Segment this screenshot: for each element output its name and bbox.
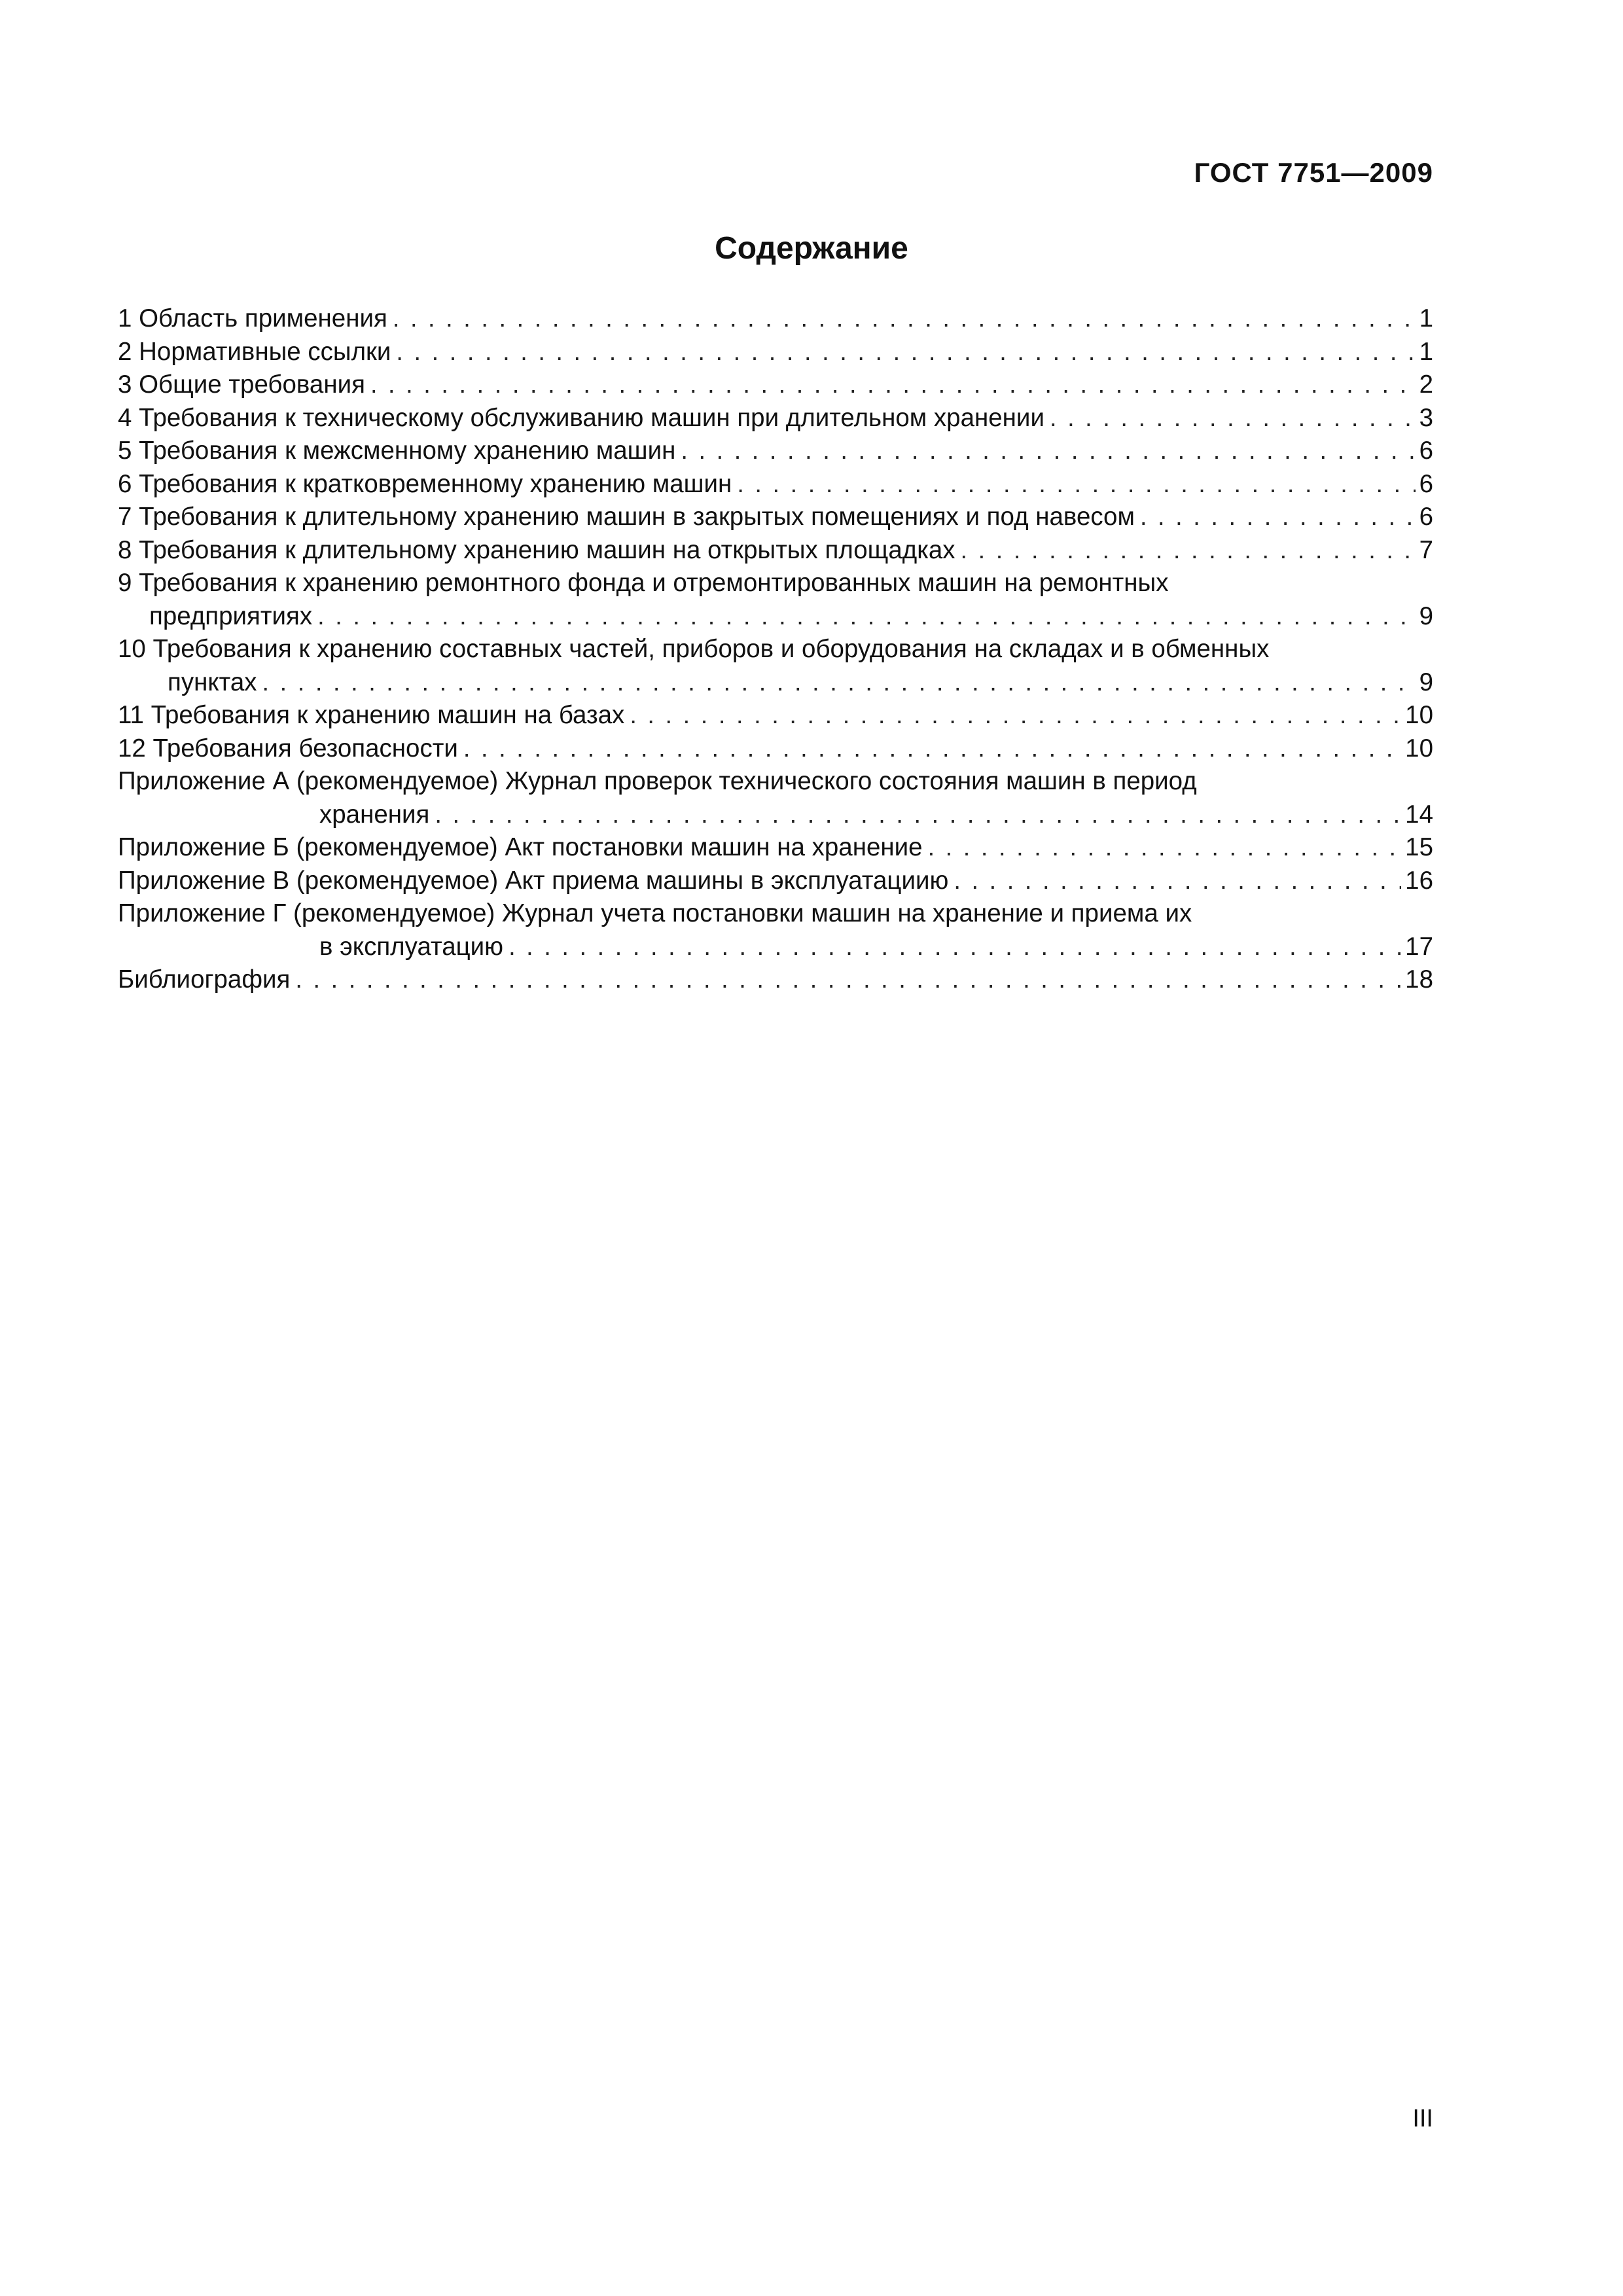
toc-entry-title: 9 Требования к хранению ремонтного фонда и отремонтированных машин на ремонтных xyxy=(118,569,1169,597)
dot-leader xyxy=(393,302,1416,336)
toc-entry[interactable] xyxy=(118,501,1433,534)
toc-entry-title: 6 Требования к кратковременному хранению машин xyxy=(118,469,732,498)
toc-entry[interactable] xyxy=(118,732,1433,766)
toc-entry[interactable] xyxy=(118,368,1433,402)
toc-entry-page: 1 xyxy=(1419,304,1433,332)
toc-entry[interactable] xyxy=(118,699,1433,732)
dot-leader xyxy=(737,468,1415,501)
dot-leader xyxy=(508,931,1401,964)
toc-entry-page: 9 xyxy=(1419,601,1433,630)
page-number: III xyxy=(1412,2105,1433,2132)
toc-entry-bibliography[interactable] xyxy=(118,963,1433,997)
toc-title: Содержание xyxy=(715,231,908,266)
toc-entry-page: 17 xyxy=(1405,932,1433,961)
toc-entry-page: 6 xyxy=(1419,437,1433,465)
toc-entry-title: 5 Требования к межсменному хранению машин xyxy=(118,437,676,465)
toc-entry-page: 16 xyxy=(1405,866,1433,895)
toc-entry[interactable] xyxy=(118,633,1433,699)
toc-entry-title-continued: в эксплуатацию xyxy=(319,932,504,961)
dot-leader xyxy=(463,732,1401,766)
toc-entry-page: 9 xyxy=(1419,668,1433,696)
toc-entry-page: 14 xyxy=(1405,800,1433,829)
toc-entry[interactable] xyxy=(118,402,1433,435)
toc-entry-title: 4 Требования к техническому обслуживанию машин при длительном хранении xyxy=(118,403,1044,432)
toc-entry-title: 10 Требования к хранению составных частей, приборов и оборудования на складах и в обменных xyxy=(118,635,1270,663)
dot-leader xyxy=(1050,402,1416,435)
dot-leader xyxy=(370,368,1416,402)
toc-entry[interactable] xyxy=(118,302,1433,336)
dot-leader xyxy=(681,435,1415,468)
dot-leader xyxy=(435,798,1401,832)
dot-leader xyxy=(954,865,1401,898)
table-of-contents xyxy=(118,302,1433,997)
dot-leader xyxy=(1140,501,1416,534)
toc-entry[interactable] xyxy=(118,567,1433,633)
toc-entry-title: 12 Требования безопасности xyxy=(118,734,458,762)
dot-leader xyxy=(928,831,1402,865)
toc-entry-page: 7 xyxy=(1419,535,1433,564)
toc-entry-page: 6 xyxy=(1419,503,1433,531)
toc-entry[interactable] xyxy=(118,336,1433,369)
toc-entry[interactable] xyxy=(118,534,1433,567)
toc-entry-page: 3 xyxy=(1419,403,1433,432)
standard-code: ГОСТ 7751—2009 xyxy=(1194,157,1433,188)
toc-entry-page: 1 xyxy=(1419,337,1433,366)
toc-entry-title: 8 Требования к длительному хранению машин на открытых площадках xyxy=(118,535,955,564)
toc-entry-title-continued: хранения xyxy=(319,800,430,829)
toc-entry-title: Приложение Г (рекомендуемое) Журнал учета постановки машин на хранение и приема их xyxy=(118,899,1192,927)
dot-leader xyxy=(262,666,1416,700)
toc-entry[interactable] xyxy=(118,468,1433,501)
toc-entry-page: 2 xyxy=(1419,370,1433,399)
toc-entry-appendix[interactable] xyxy=(118,765,1433,831)
toc-entry-page: 15 xyxy=(1405,833,1433,861)
toc-entry[interactable] xyxy=(118,435,1433,468)
dot-leader xyxy=(317,600,1415,634)
toc-entry-title: Приложение В (рекомендуемое) Акт приема машины в эксплуатациию xyxy=(118,866,949,895)
toc-entry-title: Приложение А (рекомендуемое) Журнал проверок технического состояния машин в период xyxy=(118,767,1197,795)
dot-leader xyxy=(630,699,1401,732)
dot-leader xyxy=(396,336,1415,369)
toc-entry-title: 11 Требования к хранению машин на базах xyxy=(118,701,625,729)
toc-entry-title: Библиография xyxy=(118,965,291,994)
toc-entry-title: 2 Нормативные ссылки xyxy=(118,337,391,366)
toc-entry-title-continued: пунктах xyxy=(168,668,257,696)
toc-entry-title: Приложение Б (рекомендуемое) Акт постановки машин на хранение xyxy=(118,833,923,861)
toc-entry-appendix[interactable] xyxy=(118,897,1433,963)
toc-entry-page: 10 xyxy=(1405,701,1433,729)
toc-entry-appendix[interactable] xyxy=(118,831,1433,865)
dot-leader xyxy=(295,963,1401,997)
dot-leader xyxy=(961,534,1416,567)
toc-entry-appendix[interactable] xyxy=(118,865,1433,898)
toc-entry-page: 18 xyxy=(1405,965,1433,994)
toc-entry-page: 10 xyxy=(1405,734,1433,762)
toc-entry-page: 6 xyxy=(1419,469,1433,498)
toc-entry-title: 7 Требования к длительному хранению машин в закрытых помещениях и под навесом xyxy=(118,503,1135,531)
toc-entry-title-continued: предприятиях xyxy=(149,601,313,630)
toc-entry-title: 1 Область применения xyxy=(118,304,387,332)
toc-entry-title: 3 Общие требования xyxy=(118,370,365,399)
